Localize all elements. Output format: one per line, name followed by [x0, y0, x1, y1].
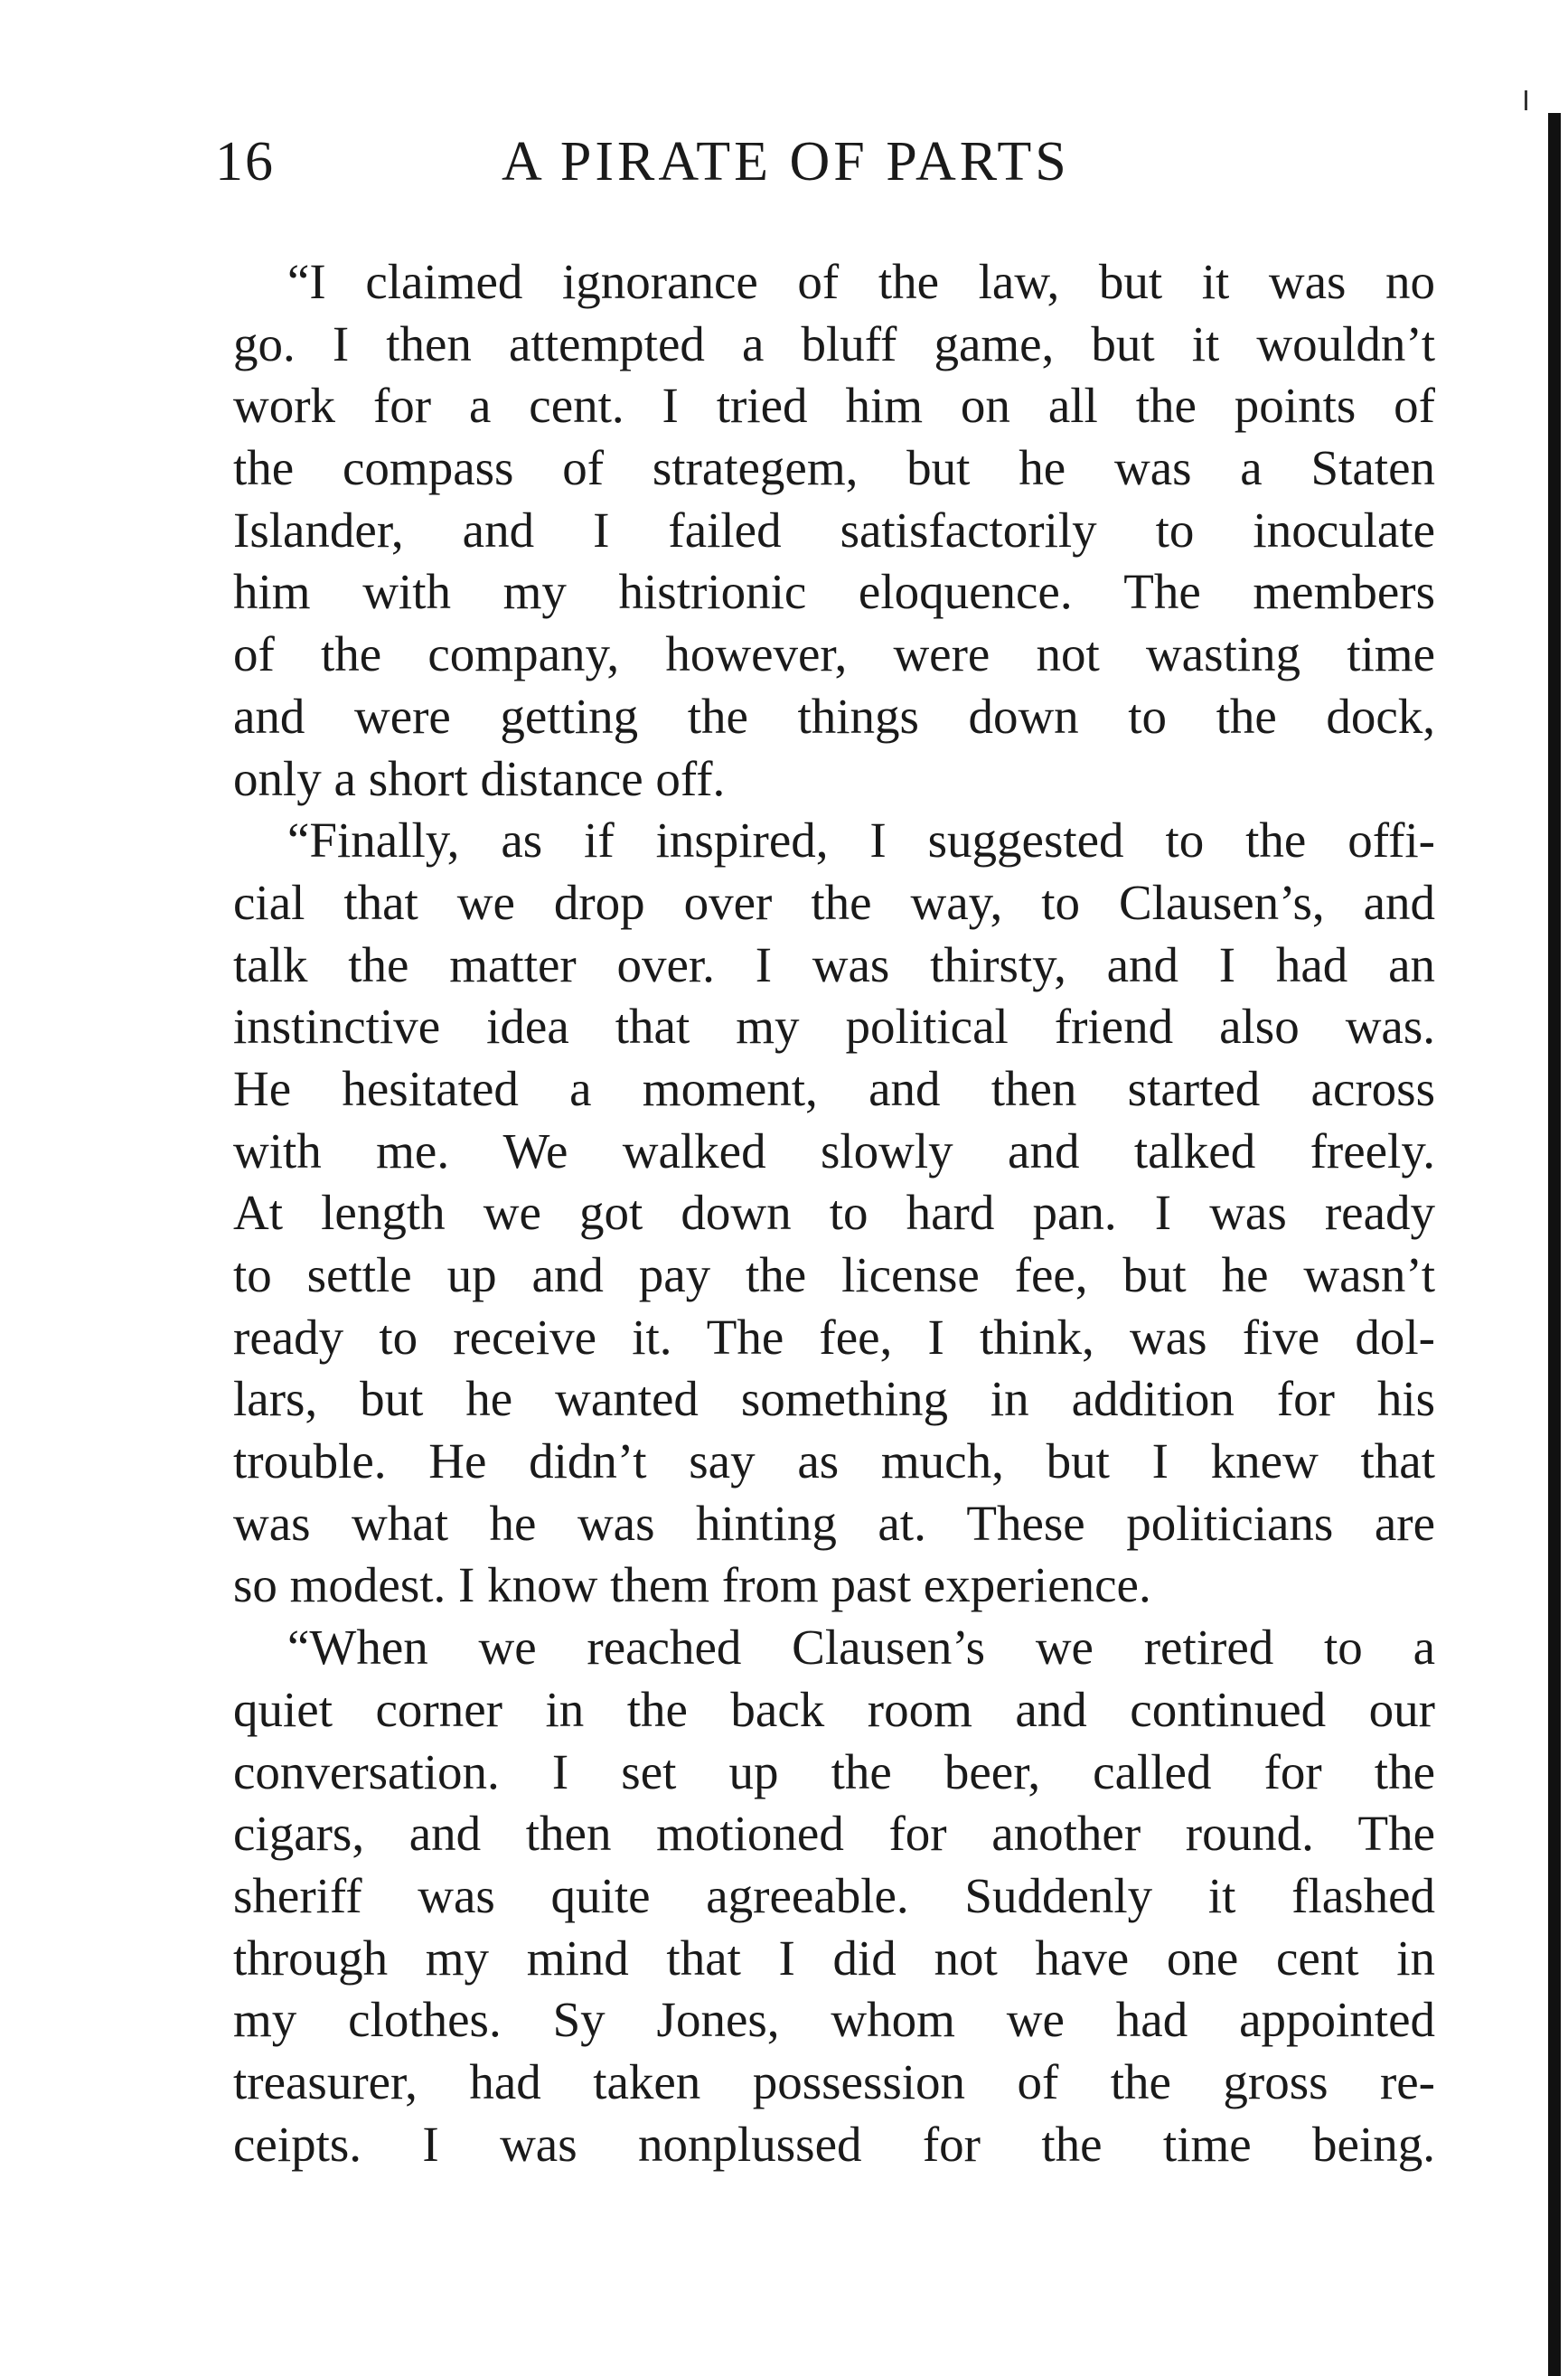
text-line: him with my histrionic eloquence. The members: [233, 564, 1435, 620]
text-line: trouble. He didn’t say as much, but I knew that: [233, 1433, 1435, 1489]
paragraph-2: [233, 810, 1435, 1617]
text-line: cial that we drop over the way, to Clausen’s, and: [233, 874, 1435, 930]
paragraph-1: [233, 251, 1435, 810]
text-line: with me. We walked slowly and talked freely.: [233, 1122, 1435, 1179]
text-line: ready to receive it. The fee, I think, was five dol-: [233, 1309, 1435, 1365]
text-line: through my mind that I did not have one cent in: [233, 1930, 1435, 1986]
text-line: cigars, and then motioned for another round. The: [233, 1806, 1435, 1862]
text-line: so modest. I know them from past experience.: [233, 1557, 1151, 1613]
page-number: 16: [215, 131, 275, 193]
text-line: lars, but he wanted something in addition for his: [233, 1371, 1435, 1427]
text-line: treasurer, had taken possession of the gross re-: [233, 2053, 1435, 2109]
text-line: talk the matter over. I was thirsty, and I had an: [233, 936, 1435, 992]
body-text: [233, 251, 1435, 2175]
text-line: “I claimed ignorance of the law, but it was no: [287, 254, 1435, 309]
text-line: work for a cent. I tried him on all the points of: [233, 378, 1435, 434]
paragraph-3: [233, 1617, 1435, 2175]
text-line: conversation. I set up the beer, called for the: [233, 1743, 1435, 1799]
text-line: was what he was hinting at. These politicians are: [233, 1495, 1435, 1551]
text-line: only a short distance off.: [233, 750, 726, 806]
text-line: ceipts. I was nonplussed for the time being.: [233, 2116, 1435, 2172]
text-line: instinctive idea that my political friend also was.: [233, 999, 1435, 1055]
running-title: A PIRATE OF PARTS: [502, 131, 1070, 193]
scan-edge-rule: [1548, 113, 1561, 2376]
text-line: go. I then attempted a bluff game, but it wouldn’t: [233, 315, 1435, 371]
text-line: and were getting the things down to the dock,: [233, 688, 1435, 744]
text-line: my clothes. Sy Jones, whom we had appointed: [233, 1992, 1435, 2048]
text-line: At length we got down to hard pan. I was ready: [233, 1185, 1435, 1241]
text-line: to settle up and pay the license fee, but he wasn’t: [233, 1247, 1435, 1302]
scan-edge-tick: [1525, 90, 1527, 110]
text-line: “Finally, as if inspired, I suggested to the offi-: [287, 812, 1435, 869]
text-line: Islander, and I failed satisfactorily to inoculate: [233, 502, 1435, 558]
text-line: the compass of strategem, but he was a Staten: [233, 440, 1435, 496]
text-line: He hesitated a moment, and then started across: [233, 1060, 1435, 1116]
text-line: sheriff was quite agreeable. Suddenly it flashed: [233, 1867, 1435, 1923]
text-line: “When we reached Clausen’s we retired to a: [287, 1620, 1435, 1676]
text-line: quiet corner in the back room and continued our: [233, 1681, 1435, 1737]
text-line: of the company, however, were not wasting time: [233, 626, 1435, 682]
